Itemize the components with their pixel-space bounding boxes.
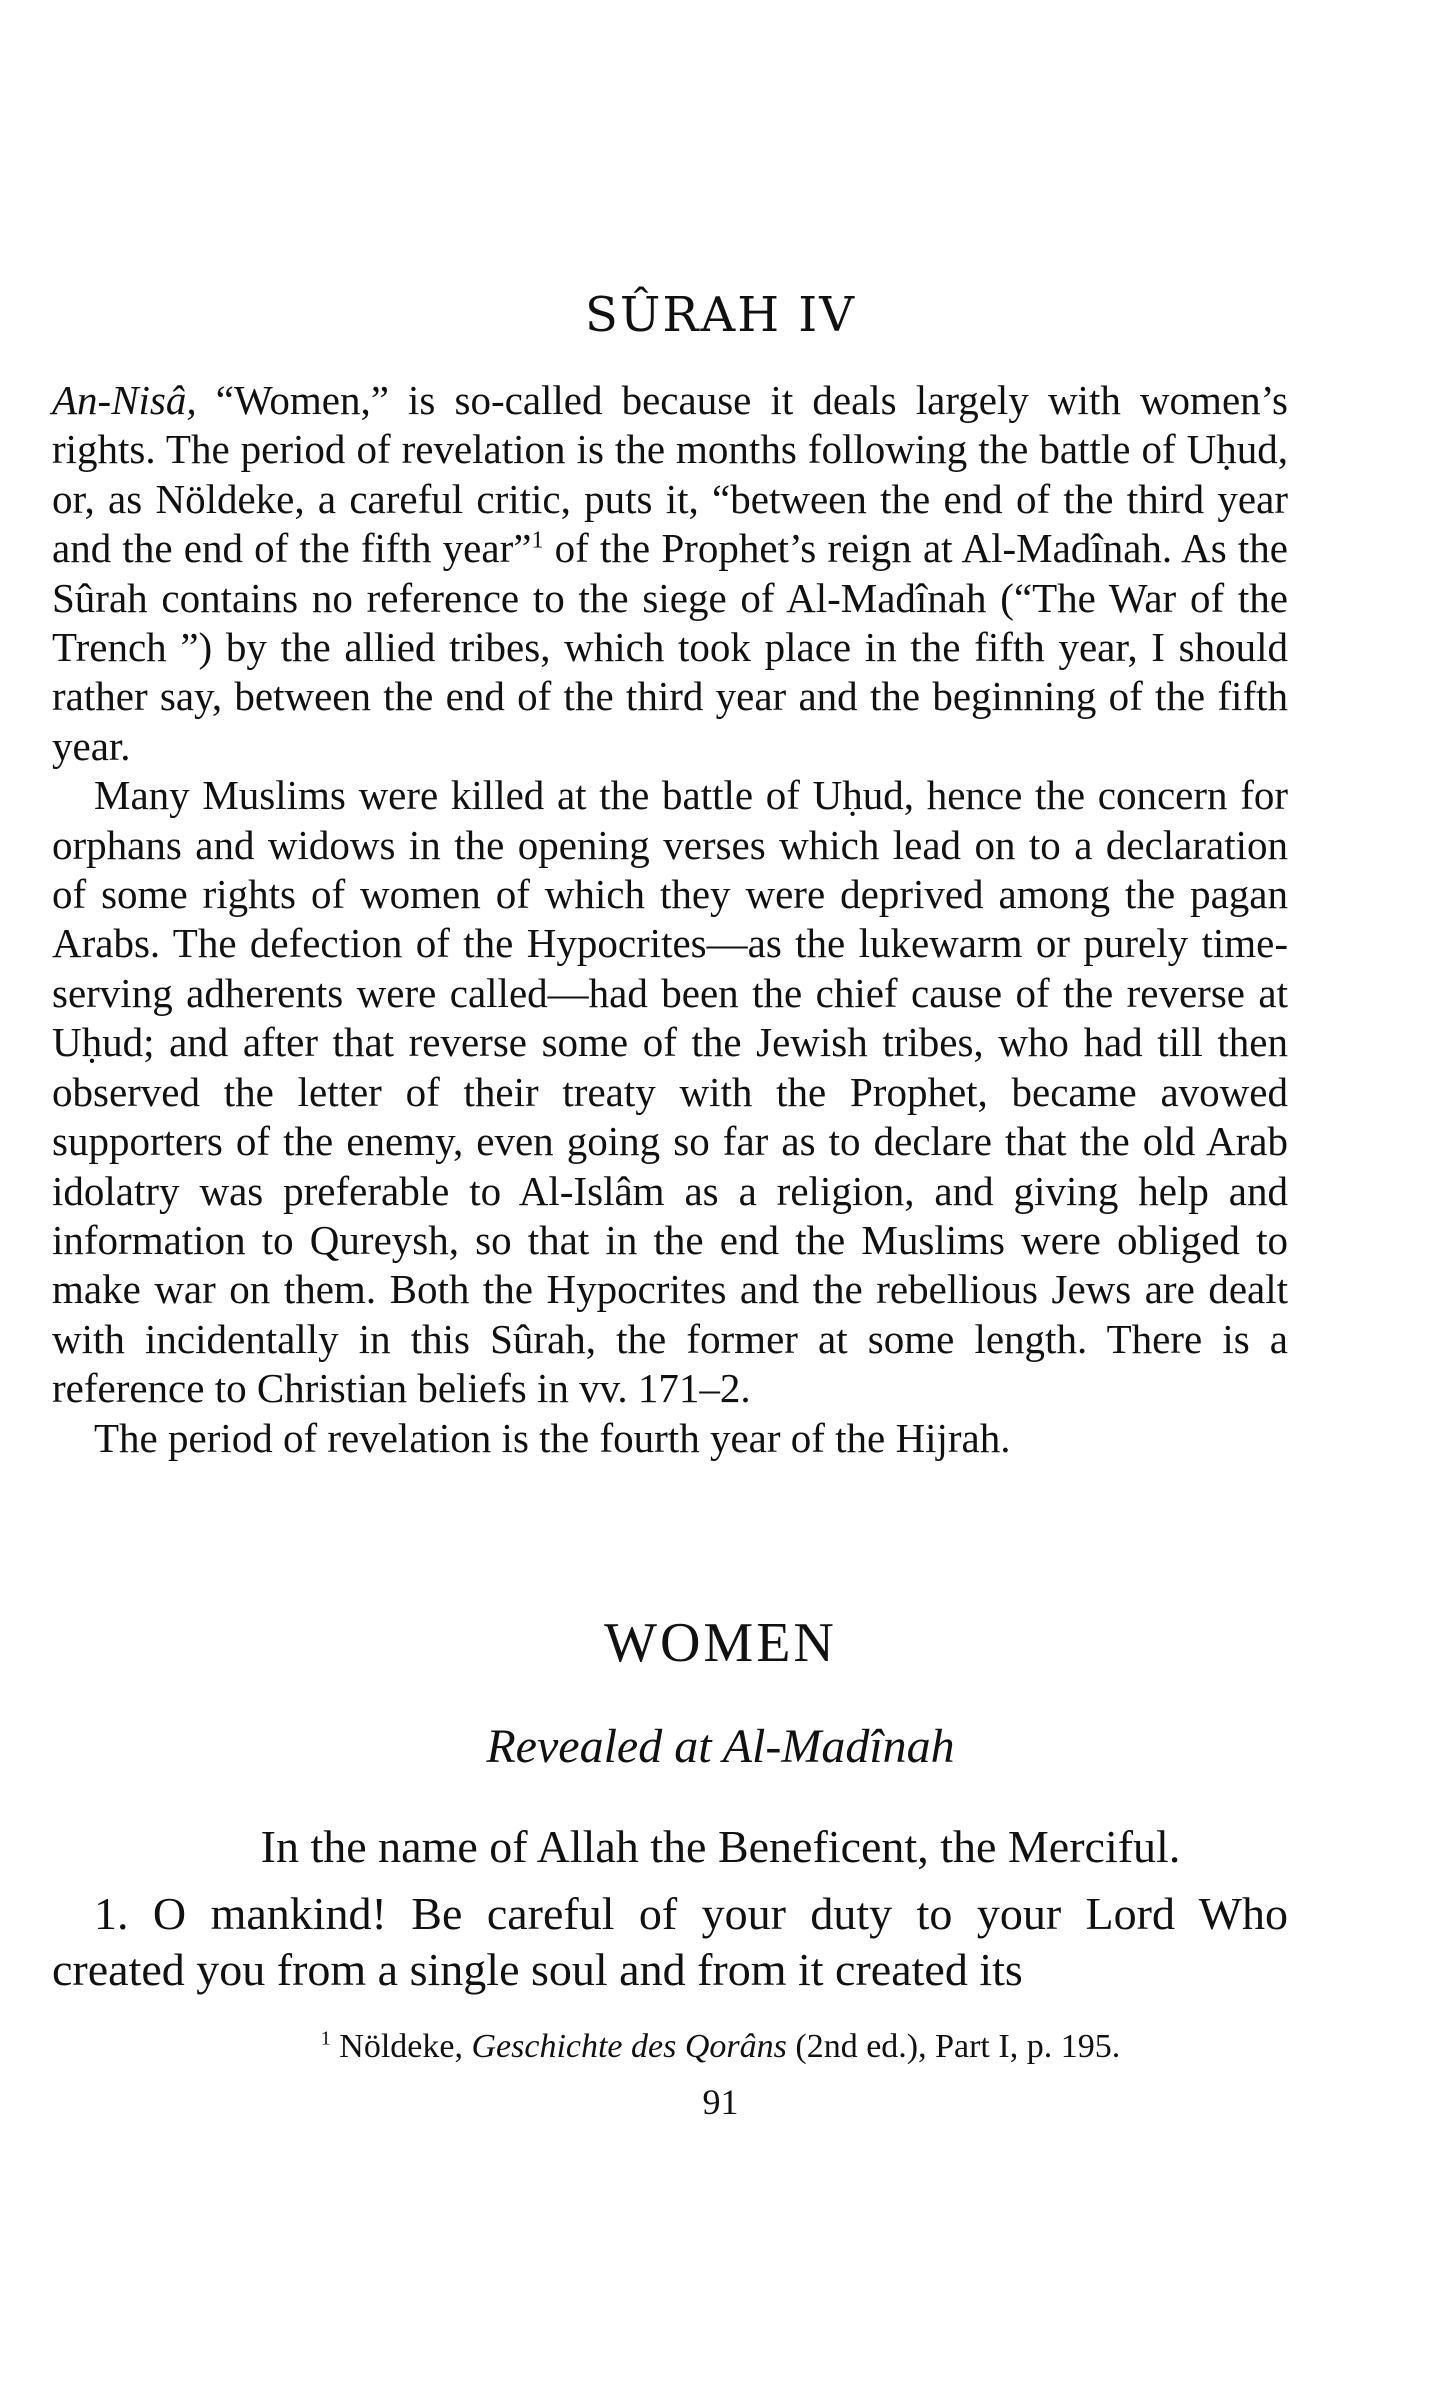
footnote (0, 2025, 1441, 2069)
surah-arabic-name: An-Nisâ, (52, 377, 197, 423)
revelation-place: Revealed at Al-Madînah (486, 1720, 955, 1773)
running-header: SÛRAH IV (585, 287, 856, 343)
footnote-author: Nöldeke, (330, 2028, 472, 2065)
footnote-reference: 1 (531, 527, 544, 554)
intro-paragraph-3: The period of revelation is the fourth year of the Hijrah. (94, 1414, 1011, 1461)
footnote-citation: (2nd ed.), Part I, p. 195. (786, 2028, 1121, 2065)
invocation: In the name of Allah the Beneficent, the Merciful. (260, 1821, 1181, 1872)
page-number: 91 (702, 2082, 739, 2122)
intro-paragraph-1-text-a: “Women,” is so-called because it deals largely with women’s rights. The period of revelation is the months following the battle of Uḥud, or, as Nöldeke, a careful critic, puts it, “between the end of the third year and the end of the fifth year” (52, 377, 1288, 572)
intro-paragraph-1-text-b: of the Prophet’s reign at Al-Madînah. As the Sûrah contains no reference to the siege of Al-Madînah (“The War of the Trench ”) by the allied tribes, which took place in the fifth year, I should rather say, between the end of the third year and the beginning of the fifth year. (52, 525, 1288, 769)
footnote-work-title: Geschichte des Qorâns (471, 2028, 787, 2065)
surah-introduction (52, 376, 1288, 1463)
surah-title: WOMEN (604, 1612, 837, 1674)
intro-paragraph-1 (52, 376, 1288, 771)
footnote-marker: 1 (320, 2027, 331, 2050)
intro-paragraph-2: Many Muslims were killed at the battle of Uḥud, hence the concern for orphans and widows in the opening verses which lead on to a declaration of some rights of women of which they were deprived among the pagan Arabs. The defection of the Hypocrites—as the lukewarm or purely time-serving adherents were called—had been the chief cause of the reverse at Uḥud; and after that reverse some of the Jewish tribes, who had till then observed the letter of their treaty with the Prophet, became avowed supporters of the enemy, even going so far as to declare that the old Arab idolatry was preferable to Al-Islâm as a religion, and giving help and information to Qureysh, so that in the end the Muslims were obliged to make war on them. Both the Hypocrites and the rebellious Jews are dealt with incidentally in this Sûrah, the former at some length. There is a reference to Christian beliefs in vv. 171–2. (52, 772, 1288, 1412)
verse-1: 1. O mankind! Be careful of your duty to your Lord Who created you from a single soul and from it created its (52, 1888, 1288, 1995)
